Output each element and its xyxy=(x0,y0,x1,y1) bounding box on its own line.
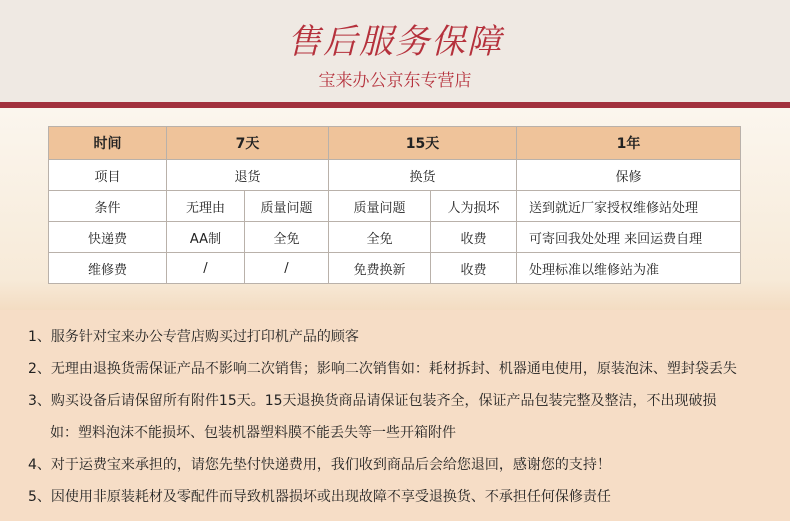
table-header-row xyxy=(49,127,741,160)
page-title: 售后服务保障 xyxy=(287,22,503,62)
header-cell-7days: 7天 xyxy=(167,127,329,160)
page-header xyxy=(0,0,790,102)
table-cell: 维修费 xyxy=(49,253,167,284)
table-row xyxy=(49,160,741,191)
table-cell: 全免 xyxy=(245,222,329,253)
header-cell-15days: 15天 xyxy=(329,127,517,160)
table-cell: 换货 xyxy=(329,160,517,191)
table-cell: 项目 xyxy=(49,160,167,191)
table-cell: 无理由 xyxy=(167,191,245,222)
table-cell: 收费 xyxy=(431,253,517,284)
note-item: 5、因使用非原装耗材及零配件而导致机器损坏或出现故障不享受退换货、不承担任何保修责任 xyxy=(28,489,611,505)
table-cell: / xyxy=(245,253,329,284)
table-row xyxy=(49,222,741,253)
store-name: 宝来办公京东专营店 xyxy=(318,71,472,91)
table-cell: 收费 xyxy=(431,222,517,253)
table-cell: 条件 xyxy=(49,191,167,222)
table-cell: 质量问题 xyxy=(245,191,329,222)
table-cell: 质量问题 xyxy=(329,191,431,222)
table-cell: 人为损坏 xyxy=(431,191,517,222)
header-cell-time: 时间 xyxy=(49,127,167,160)
service-table xyxy=(48,126,741,284)
table-cell: / xyxy=(167,253,245,284)
terms-section xyxy=(0,310,790,521)
header-cell-1year: 1年 xyxy=(517,127,741,160)
table-cell: AA制 xyxy=(167,222,245,253)
table-cell: 快递费 xyxy=(49,222,167,253)
table-cell: 可寄回我处处理 来回运费自理 xyxy=(517,222,741,253)
note-item: 1、服务针对宝来办公专营店购买过打印机产品的顾客 xyxy=(28,329,359,345)
table-cell: 免费换新 xyxy=(329,253,431,284)
note-item: 如：塑料泡沫不能损坏、包装机器塑料膜不能丢失等一些开箱附件 xyxy=(50,425,456,441)
note-item: 4、对于运费宝来承担的，请您先垫付快递费用，我们收到商品后会给您退回，感谢您的支持！ xyxy=(28,457,611,473)
table-cell: 全免 xyxy=(329,222,431,253)
table-cell: 送到就近厂家授权维修站处理 xyxy=(517,191,741,222)
table-row xyxy=(49,191,741,222)
note-item: 3、购买设备后请保留所有附件15天。15天退换货商品请保证包装齐全，保证产品包装完整及整洁，不出现破损 xyxy=(28,393,717,409)
table-cell: 退货 xyxy=(167,160,329,191)
table-cell: 保修 xyxy=(517,160,741,191)
table-row xyxy=(49,253,741,284)
note-item: 2、无理由退换货需保证产品不影响二次销售；影响二次销售如：耗材拆封、机器通电使用，原装泡沫、塑封袋丢失 xyxy=(28,361,737,377)
table-cell: 处理标准以维修站为准 xyxy=(517,253,741,284)
